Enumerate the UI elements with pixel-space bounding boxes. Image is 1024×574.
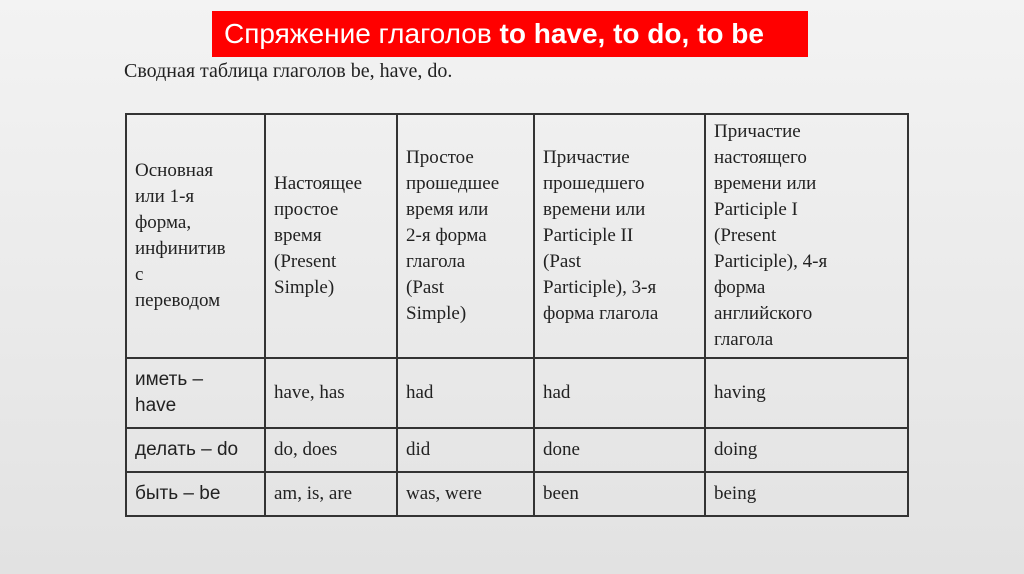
cell-text: being xyxy=(714,483,757,504)
table-cell xyxy=(397,428,534,472)
table-row-have xyxy=(126,358,908,428)
table-cell xyxy=(265,428,397,472)
cell-text: иметь – have xyxy=(135,369,204,416)
table-row-do xyxy=(126,428,908,472)
table-cell xyxy=(705,428,908,472)
table-cell xyxy=(397,472,534,516)
table-cell xyxy=(534,358,705,428)
cell-text: had xyxy=(406,382,434,403)
cell-text: did xyxy=(406,439,431,460)
cell-text: am, is, are xyxy=(274,483,353,504)
cell-text: делать – do xyxy=(135,439,239,460)
table-cell xyxy=(705,472,908,516)
header-participle-ii-label: Причастие прошедшего времени или Participle II (Past Participle), 3-я форма глагола xyxy=(543,147,659,324)
table-cell xyxy=(126,472,265,516)
cell-text: doing xyxy=(714,439,758,460)
header-past-simple-label: Простое прошедшее время или 2-я форма глагола (Past Simple) xyxy=(406,147,500,324)
cell-text: had xyxy=(543,382,571,403)
cell-text: done xyxy=(543,439,580,460)
header-participle-i xyxy=(705,114,908,358)
table-cell xyxy=(705,358,908,428)
slide-title-prefix: Спряжение глаголов xyxy=(224,18,500,49)
cell-text: have, has xyxy=(274,382,345,403)
table-cell xyxy=(265,472,397,516)
header-infinitive xyxy=(126,114,265,358)
header-past-simple xyxy=(397,114,534,358)
table-caption: Сводная таблица глаголов be, have, do. xyxy=(124,60,453,82)
slide-title xyxy=(212,11,808,57)
table-cell xyxy=(534,472,705,516)
cell-text: do, does xyxy=(274,439,338,460)
table-header-row xyxy=(126,114,908,358)
table-cell xyxy=(534,428,705,472)
header-participle-i-label: Причастие настоящего времени или Participle I (Present Participle), 4-я форма английского глагола xyxy=(714,121,828,350)
cell-text: been xyxy=(543,483,579,504)
header-participle-ii xyxy=(534,114,705,358)
table-cell xyxy=(126,358,265,428)
table-cell xyxy=(126,428,265,472)
slide-title-bold: to have, to do, to be xyxy=(499,18,764,49)
header-infinitive-label: Основная или 1-я форма, инфинитив с переводом xyxy=(135,160,226,311)
header-present-simple-label: Настоящее простое время (Present Simple) xyxy=(274,173,363,298)
cell-text: having xyxy=(714,382,766,403)
table-cell xyxy=(265,358,397,428)
header-present-simple xyxy=(265,114,397,358)
table-cell xyxy=(397,358,534,428)
cell-text: быть – be xyxy=(135,483,221,504)
verbs-table xyxy=(125,113,909,517)
cell-text: was, were xyxy=(406,483,482,504)
table-row-be xyxy=(126,472,908,516)
